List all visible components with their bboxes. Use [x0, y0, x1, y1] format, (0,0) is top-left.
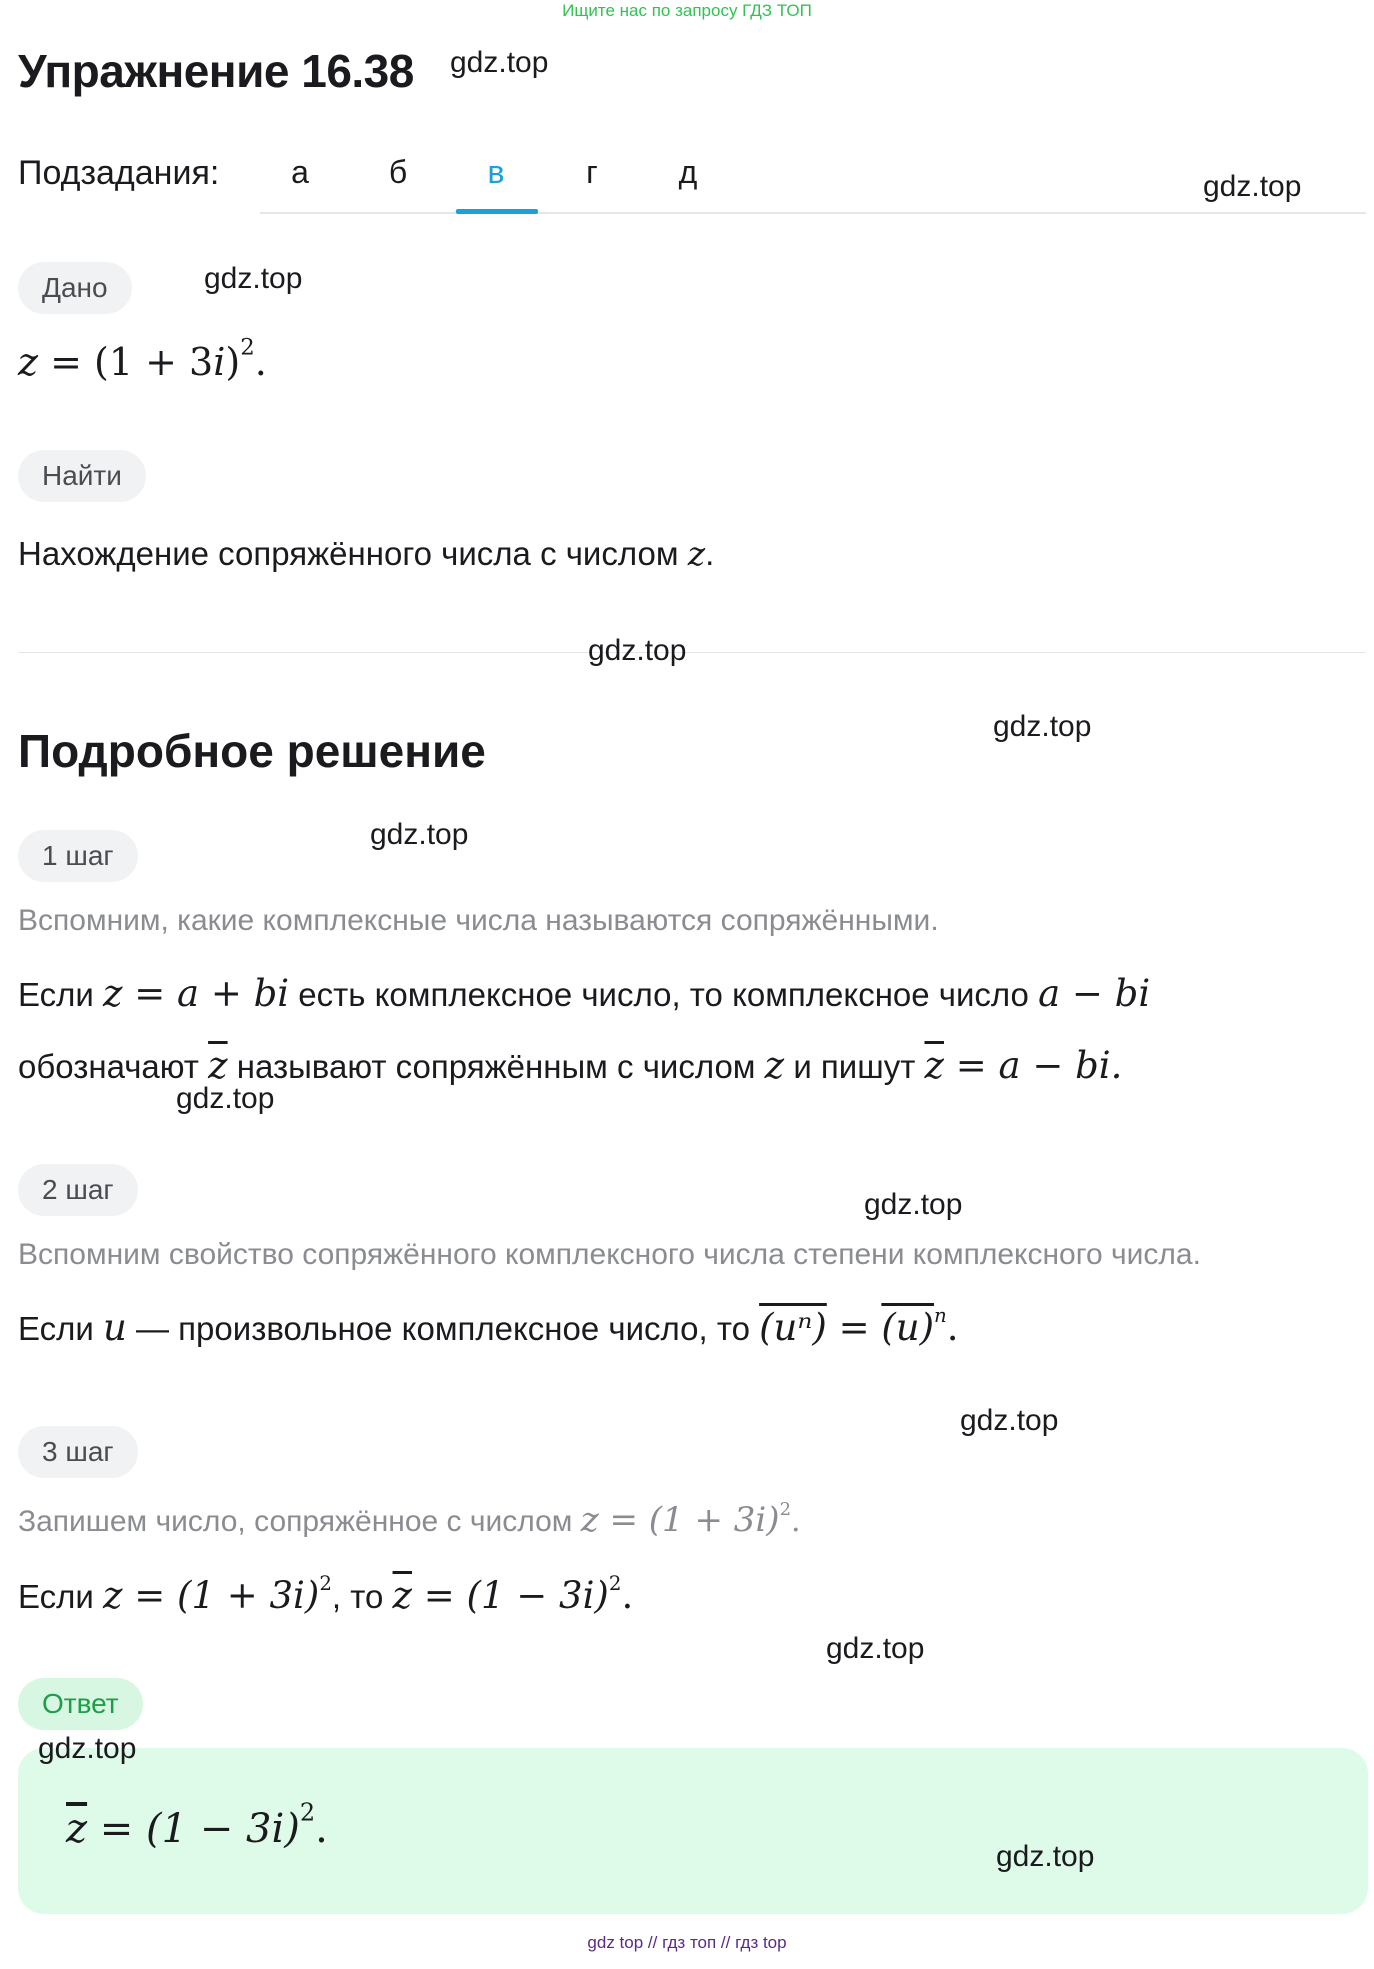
watermark: gdz.top	[1203, 170, 1302, 203]
step-2-line: Если u — произвольное комплексное число, то $(u^n) = (u)^n$.	[18, 1304, 959, 1349]
find-badge: Найти	[18, 450, 146, 502]
watermark: gdz.top	[450, 46, 549, 79]
step-2-hint: Вспомним свойство сопряжённого комплексного числа степени комплексного числа.	[18, 1238, 1201, 1271]
answer-formula: $\overline{z} = (1 - 3i)^2$.	[66, 1798, 328, 1852]
footer-links[interactable]: gdz top // гдз топ // гдз top	[587, 1933, 787, 1952]
step-1-line-1: Если z = a + bi есть комплексное число, то комплексное число a − bi	[18, 972, 1151, 1015]
page-title: Упражнение 16.38	[18, 45, 414, 97]
watermark: gdz.top	[864, 1188, 963, 1221]
watermark: gdz.top	[38, 1732, 137, 1765]
watermark: gdz.top	[993, 710, 1092, 743]
solution-heading: Подробное решение	[18, 725, 486, 777]
watermark: gdz.top	[826, 1632, 925, 1665]
given-badge: Дано	[18, 262, 132, 314]
active-tab-indicator	[456, 209, 538, 214]
subtasks-label: Подзадания:	[18, 154, 220, 192]
step-1-badge: 1 шаг	[18, 830, 138, 882]
watermark: gdz.top	[204, 262, 303, 295]
tabs-divider	[260, 212, 1366, 214]
step-3-hint: Запишем число, сопряжённое с числом $z = (1 + 3i)^2$.	[18, 1498, 801, 1540]
step-1-line-2: обозначают $\overline{z}$ называют сопряжённым с числом z и пишут $\overline{z} = a$ − bi.	[18, 1044, 1123, 1087]
watermark: gdz.top	[960, 1404, 1059, 1437]
watermark: gdz.top	[996, 1840, 1095, 1873]
top-banner[interactable]: Ищите нас по запросу ГДЗ ТОП	[562, 1, 812, 20]
tab-d[interactable]: д	[678, 154, 698, 190]
tab-a[interactable]: а	[291, 154, 309, 190]
given-formula: $z = (1 + 3i)^2$.	[18, 334, 267, 384]
tab-v-active[interactable]: в	[487, 154, 505, 190]
step-3-line: Если $z = (1 + 3i)^2$, то $\overline{z} = (1 - 3i)^2$.	[18, 1572, 634, 1617]
watermark: gdz.top	[588, 634, 687, 667]
watermark: gdz.top	[176, 1082, 275, 1115]
step-1-hint: Вспомним, какие комплексные числа называются сопряжёнными.	[18, 904, 939, 937]
section-divider	[18, 652, 1366, 653]
answer-badge: Ответ	[18, 1678, 143, 1730]
step-2-badge: 2 шаг	[18, 1164, 138, 1216]
watermark: gdz.top	[370, 818, 469, 851]
step-3-badge: 3 шаг	[18, 1426, 138, 1478]
tab-b[interactable]: б	[388, 154, 408, 190]
find-text: Нахождение сопряжённого числа с числом z.	[18, 534, 715, 573]
tab-g[interactable]: г	[586, 154, 598, 190]
